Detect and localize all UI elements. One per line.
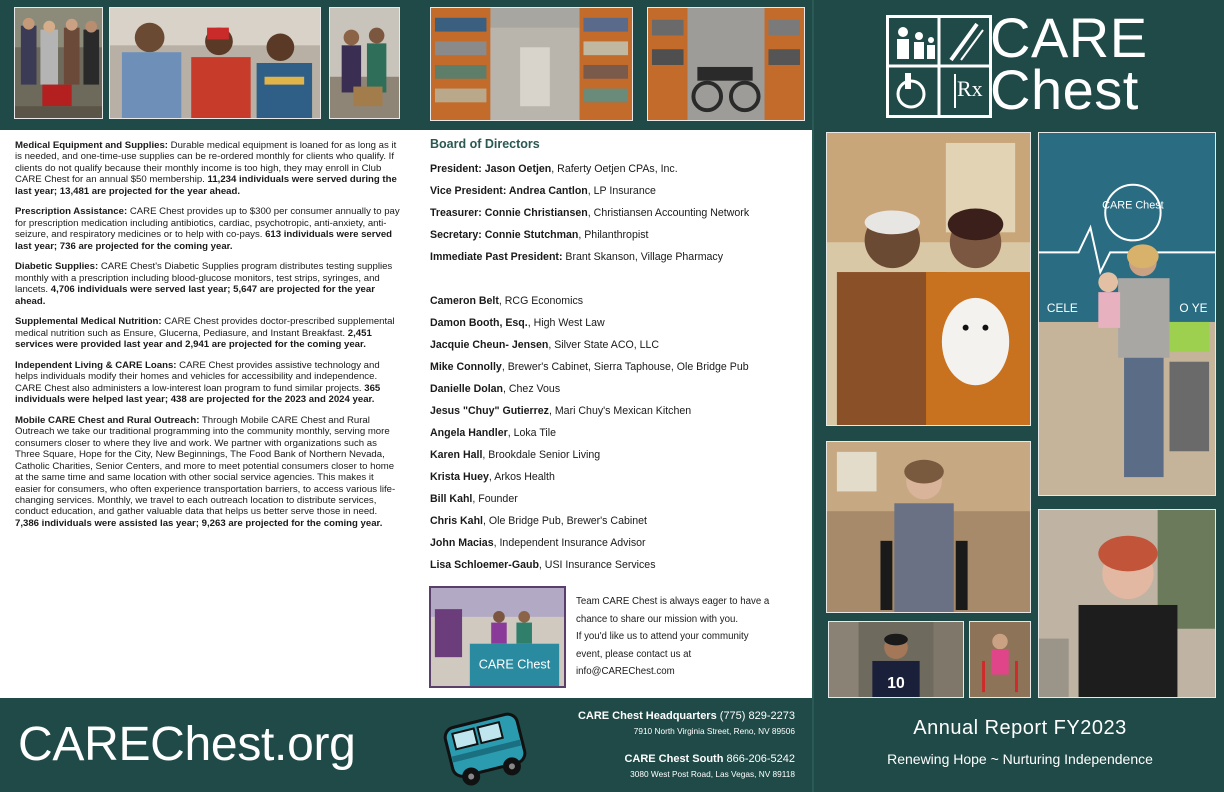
top-photo-strip: [0, 0, 812, 130]
logo-rx-text: Rx: [957, 76, 983, 101]
member-name: Angela Handler: [430, 427, 508, 439]
member-org: , RCG Economics: [498, 295, 584, 307]
board-member: [430, 290, 805, 312]
board-officer: [430, 158, 805, 180]
logo-line1: CARE: [990, 6, 1148, 69]
team-contact-note: [576, 593, 802, 681]
service-stat: 365 individuals were helped last year; 438 are projected for the 2023 and 2024 year.: [15, 382, 381, 406]
board-of-directors: [430, 137, 805, 576]
photo-outreach-booth: [429, 586, 566, 688]
service-text: CARE Chest's Diabetic Supplies program distributes testing supplies monthly with a prescription including blood-glucose monitors, test strips, syringes, and lancets.: [15, 261, 393, 296]
service-stat: 613 individuals were served last year; 736 are projected for the coming year.: [15, 229, 393, 252]
photo-woman-smiling-up: [1038, 509, 1216, 698]
officer-org: , Christiansen Accounting Network: [587, 207, 750, 219]
board-member: [430, 488, 805, 510]
contact-email[interactable]: info@CAREChest.com: [576, 666, 675, 678]
service-title: Prescription Assistance:: [15, 206, 128, 218]
member-org: , Brookdale Senior Living: [482, 449, 601, 461]
website-link[interactable]: CAREChest.org: [18, 718, 356, 771]
hq-phone[interactable]: (775) 829-2273: [716, 710, 795, 722]
service-title: Independent Living & CARE Loans:: [15, 360, 177, 372]
service-medical-nutrition: [15, 316, 402, 350]
service-title: Supplemental Medical Nutrition:: [15, 316, 162, 328]
officer-org: , Raferty Oetjen CPAs, Inc.: [551, 163, 678, 175]
photo-two-women-walker: [329, 7, 400, 119]
member-org: , USI Insurance Services: [538, 559, 656, 571]
south-address: 3080 West Post Road, Las Vegas, NV 89118: [630, 769, 795, 779]
board-member: [430, 400, 805, 422]
logo-icon: [886, 15, 992, 118]
service-prescription-assistance: [15, 206, 402, 252]
member-name: Chris Kahl: [430, 515, 483, 527]
service-text: CARE Chest provides up to $300 per consumer annually to pay for prescription medication including antibiotics, cardiac, psychotropic, anti-anxiety, anti-seizure, and respiratory medicines or to help with co-pays.: [15, 206, 400, 241]
content-panel: [0, 130, 812, 698]
board-member: [430, 378, 805, 400]
board-member: [430, 422, 805, 444]
member-org: , Independent Insurance Advisor: [493, 537, 646, 549]
banner-text-right: O YE: [1179, 300, 1208, 316]
banner-text-left: CELE: [1046, 300, 1078, 316]
banner-logo-care: CARE Chest: [1102, 199, 1164, 212]
photo-young-man-jersey: [828, 621, 964, 698]
service-stat: 2,451 services were provided last year and 2,941 are projected for the coming year.: [15, 327, 372, 351]
board-members: [430, 290, 805, 576]
board-member: [430, 334, 805, 356]
member-name: Jesus "Chuy" Gutierrez: [430, 405, 549, 417]
photo-warehouse-wheelchairs: [647, 7, 805, 121]
member-name: Lisa Schloemer-Gaub: [430, 559, 539, 571]
photo-volunteers-group: [14, 7, 103, 119]
logo-wordmark: [990, 6, 1148, 121]
south-phone[interactable]: 866-206-5242: [723, 753, 795, 765]
member-name: John Macias: [430, 537, 494, 549]
mobile-van-icon: [440, 702, 532, 788]
board-member: [430, 510, 805, 532]
south-name: CARE Chest South: [624, 753, 724, 765]
board-officer: [430, 202, 805, 224]
board-member: [430, 312, 805, 334]
jersey-number: 10: [887, 675, 905, 693]
officer-role: Vice President: Andrea Cantlon: [430, 185, 588, 197]
board-member: [430, 356, 805, 378]
officer-org: , Philanthropist: [578, 229, 649, 241]
board-heading: Board of Directors: [430, 137, 540, 151]
service-title: Medical Equipment and Supplies:: [15, 140, 168, 151]
member-name: Danielle Dolan: [430, 383, 503, 395]
member-org: , Founder: [472, 493, 518, 505]
south-address-block: [624, 753, 795, 779]
member-name: Bill Kahl: [430, 493, 473, 505]
member-name: Damon Booth, Esq.: [430, 317, 528, 329]
service-diabetic-supplies: [15, 261, 402, 307]
photo-warehouse-shelves-1: [430, 7, 633, 121]
board-officer: [430, 246, 805, 268]
board-member: [430, 554, 805, 576]
service-mobile-outreach: [15, 415, 402, 529]
officer-org: , LP Insurance: [587, 185, 656, 197]
service-text: CARE Chest provides assistive technology and helps individuals modify their homes and vehicles for accessibility and independence. CARE Chest also administers a low-interest loan program to fund similar projects.: [15, 360, 380, 394]
annual-report-title: Annual Report FY2023: [913, 717, 1127, 739]
service-text: Through Mobile CARE Chest and Rural Outreach we take our traditional programming into the community monthly, serving more consumers closer to where they live and work. We partner with organizations such as Three Square, Hope for the City, New Beginnings, The Food Bank of Northern Nevada, Catholic Charities, Senior Centers, and more to meet potential consumers closer to home at the same time and same location with other social service agencies. This makes it easier for consumers, who often experience transportation barriers, to access various life-changing services. Monthly, we travel to each outreach location to distribute services, conduct education, and gather valuable data that helps us better serve those in need.: [15, 415, 396, 518]
services-list: [15, 140, 402, 539]
member-org: , Arkos Health: [488, 471, 555, 483]
officer-org: Brant Skanson, Village Pharmacy: [562, 251, 724, 263]
member-org: , Silver State ACO, LLC: [548, 339, 660, 351]
member-org: , Ole Bridge Pub, Brewer's Cabinet: [482, 515, 647, 527]
officer-role: Secretary: Connie Stutchman: [430, 229, 579, 241]
hq-address-block: [578, 710, 795, 736]
tagline: Renewing Hope ~ Nurturing Independence: [887, 751, 1153, 767]
hq-address: 7910 North Virginia Street, Reno, NV 89506: [633, 726, 795, 736]
member-name: Jacquie Cheun- Jensen: [430, 339, 549, 351]
service-text: CARE Chest provides doctor-prescribed supplemental medical nutrition such as Ensure, Glucerna, Pediasure, and Instant Breakfast.: [15, 316, 395, 339]
board-member: [430, 444, 805, 466]
hq-name: CARE Chest Headquarters: [577, 710, 717, 722]
photo-woman-child-banner: [1038, 132, 1216, 496]
service-stat: 11,234 individuals were served during the last year; 13,481 are projected for the year ahead.: [15, 174, 397, 197]
board-officer: [430, 180, 805, 202]
officer-role: Immediate Past President:: [430, 251, 563, 263]
team-note-line: chance to share our mission with you.: [576, 613, 739, 625]
member-org: , Brewer's Cabinet, Sierra Taphouse, Ole Bridge Pub: [501, 361, 749, 373]
team-note-line: Team CARE Chest is always eager to have a: [576, 596, 770, 607]
board-member: [430, 532, 805, 554]
service-independent-living: [15, 360, 402, 406]
member-name: Krista Huey: [430, 471, 489, 483]
footer-bar: [0, 698, 812, 792]
board-officers: [430, 158, 805, 268]
team-note-line: If you'd like us to attend your community: [576, 631, 749, 643]
member-org: , Chez Vous: [503, 383, 561, 395]
member-name: Karen Hall: [430, 449, 483, 461]
service-title: Mobile CARE Chest and Rural Outreach:: [15, 415, 200, 427]
service-stat: 4,706 individuals were served last year; 5,647 are projected for the year ahead.: [15, 284, 375, 307]
service-text: Durable medical equipment is loaned for as long as it is needed, and one-time-use supplies can be re-ordered monthly for clients who qualify. If clients do not qualify because their monthly income is too high, they may enroll in Club CARE Chest for an annual $50 membership.: [15, 140, 397, 186]
booth-banner-text: CARE Chest: [478, 657, 551, 672]
member-org: , Mari Chuy's Mexican Kitchen: [548, 405, 692, 417]
board-member: [430, 466, 805, 488]
board-officer: [430, 224, 805, 246]
team-note-line: event, please contact us at: [576, 648, 692, 660]
photo-child-walker: [969, 621, 1031, 698]
officer-role: Treasurer: Connie Christiansen: [430, 207, 588, 219]
logo-line2: Chest: [990, 58, 1139, 121]
cover-panel: [812, 0, 1224, 792]
service-stat: 7,386 individuals were assisted las year; 9,263 are projected for the coming year.: [15, 517, 383, 529]
member-org: , Loka Tile: [507, 427, 557, 439]
member-name: Cameron Belt: [430, 295, 499, 307]
photo-women-smiling: [109, 7, 321, 119]
member-org: , High West Law: [527, 317, 605, 329]
photo-woman-wheelchair: [826, 441, 1031, 613]
service-title: Diabetic Supplies:: [15, 261, 99, 273]
photo-elderly-woman-dog: [826, 132, 1031, 426]
member-name: Mike Connolly: [430, 361, 502, 373]
officer-role: President: Jason Oetjen: [430, 163, 552, 175]
service-medical-equipment: [15, 140, 402, 197]
